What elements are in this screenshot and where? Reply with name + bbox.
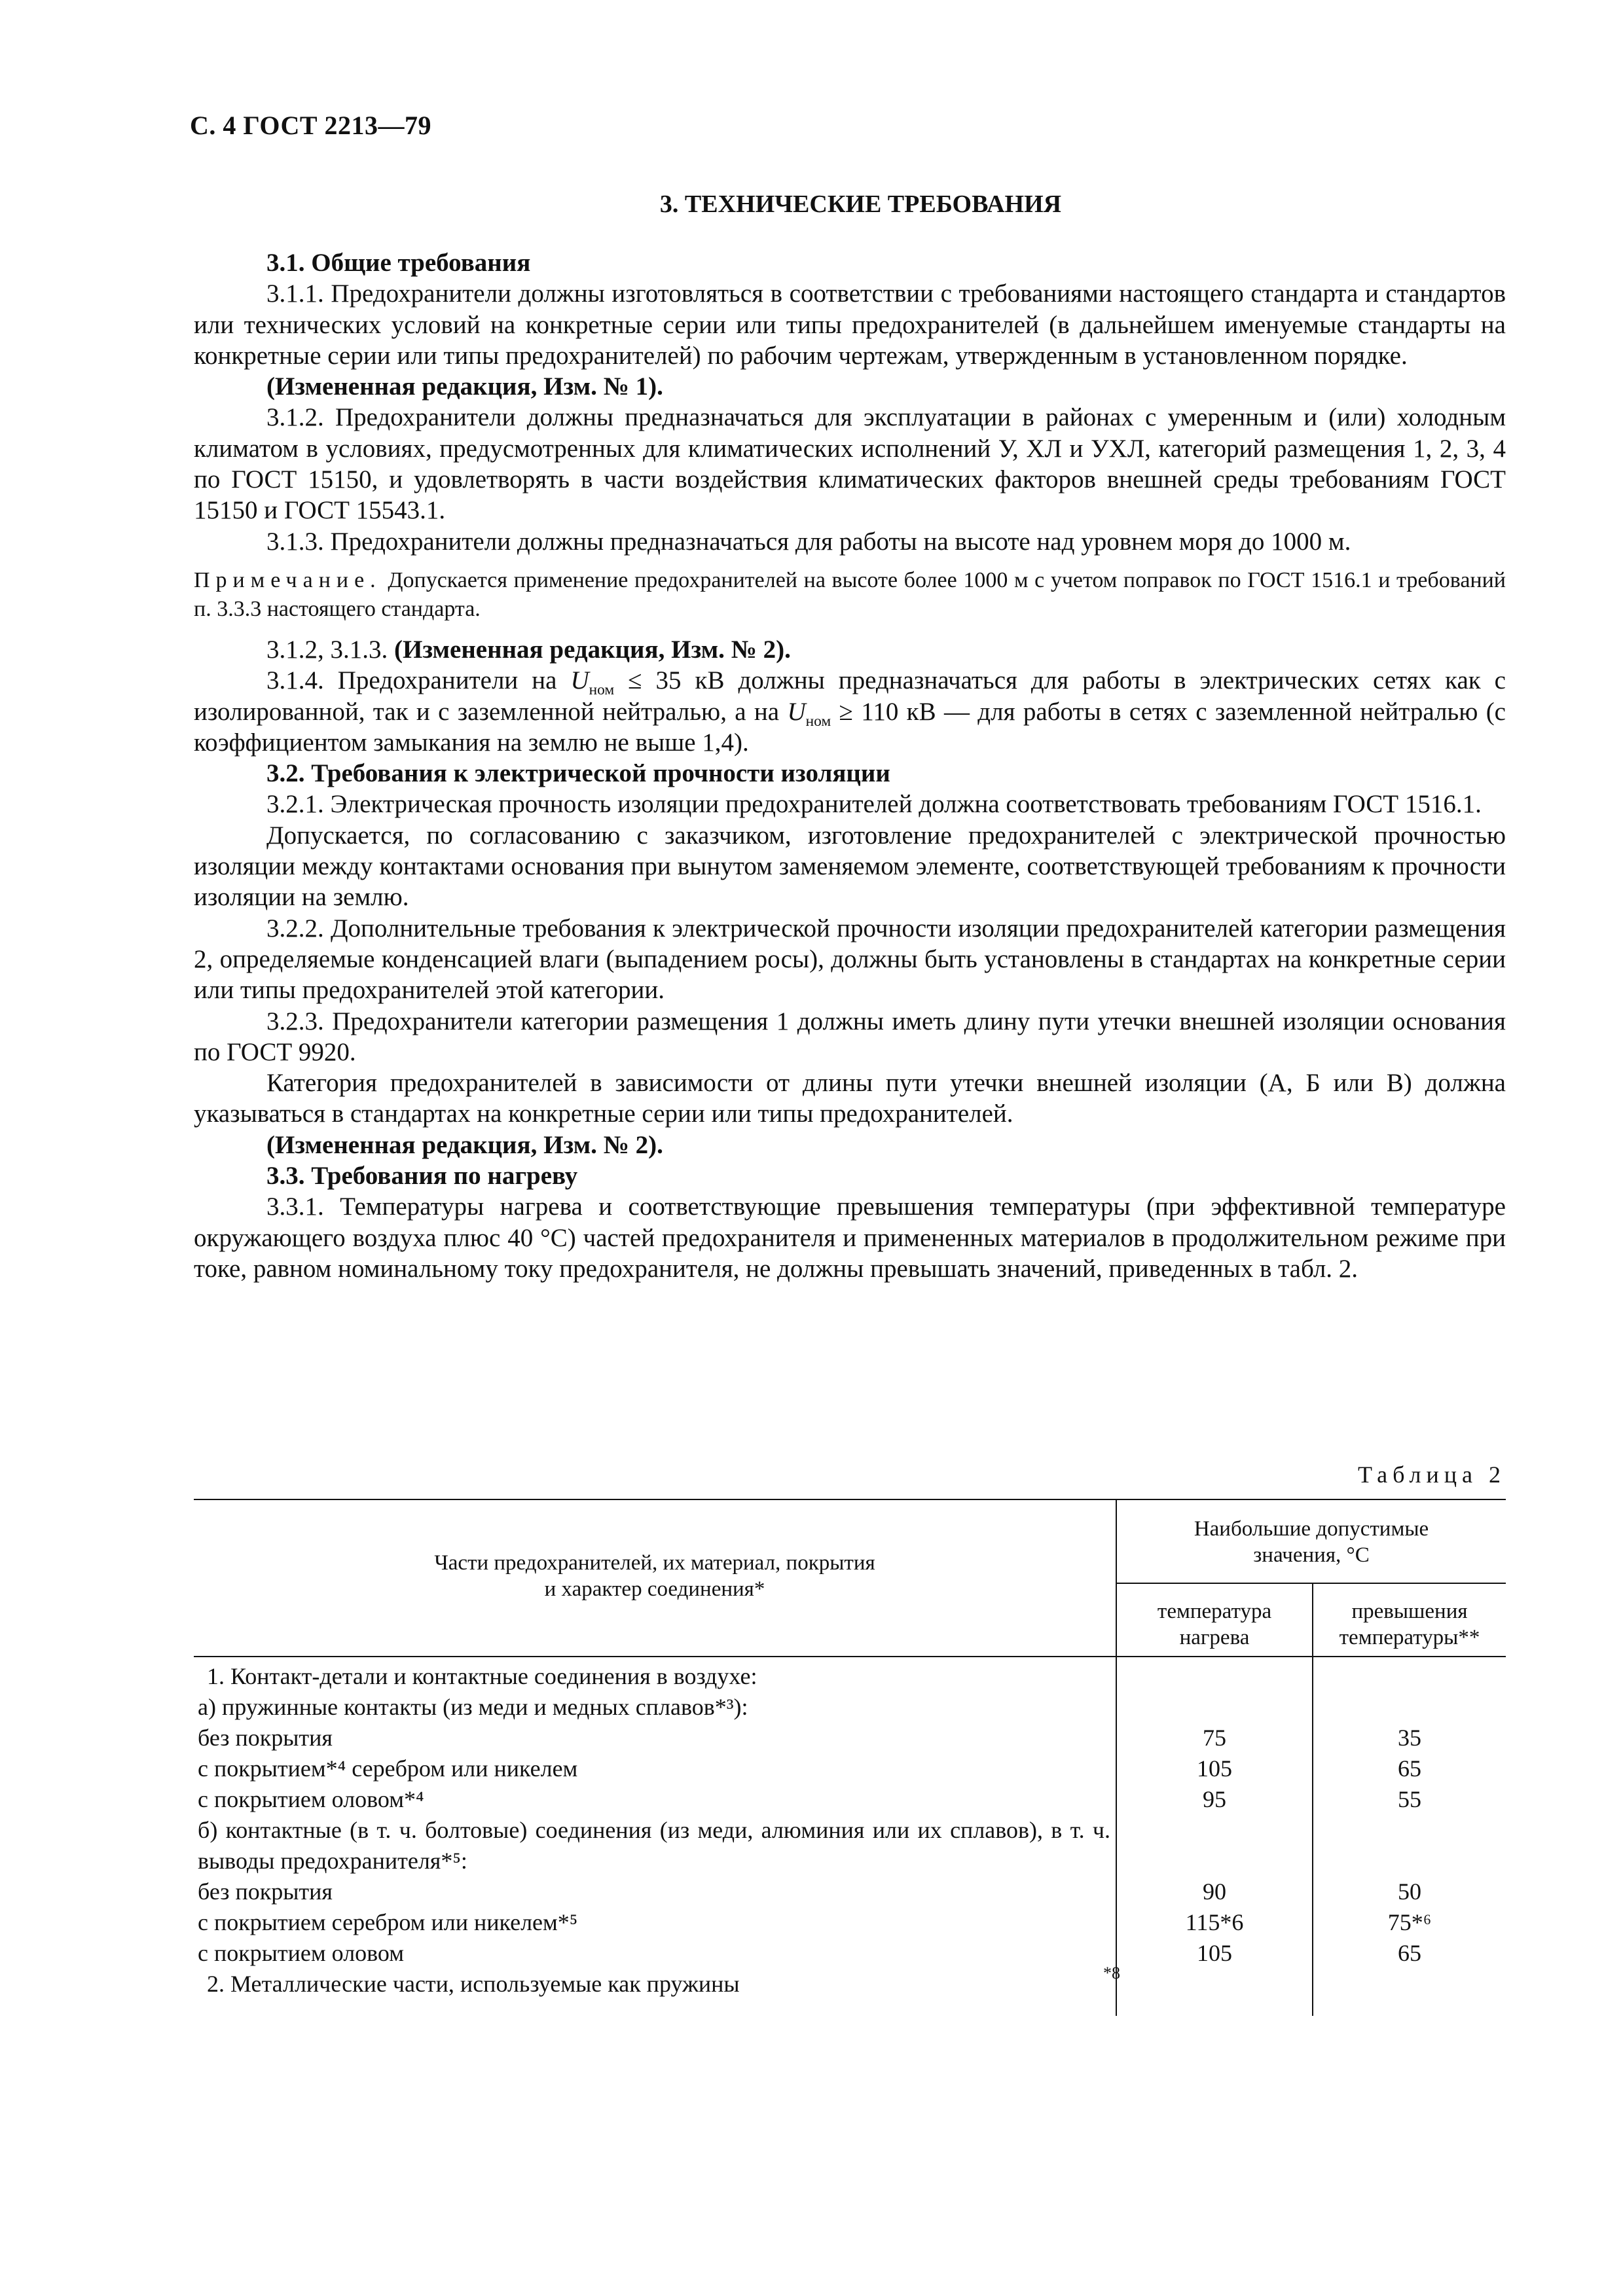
row-label: без покрытия [198, 1878, 333, 1905]
paragraph-3-1-3: 3.1.3. Предохранители должны предназначаться для работы на высоте над уровнем моря до 1000 м. [266, 527, 1351, 556]
table-row [194, 1692, 1506, 1723]
column-header-temperature-line1: температура [1157, 1600, 1272, 1623]
amendment-text: (Измененная редакция, Изм. № 2). [394, 635, 791, 664]
document-body [194, 247, 1506, 1284]
row-label: а) пружинные контакты (из меди и медных сплавов*³): [198, 1694, 748, 1720]
row-temperature: 105 [1197, 1940, 1232, 1966]
amendment-ref: 3.1.2, 3.1.3. [266, 635, 394, 664]
p314-part-b: ≤ 35 кВ должны предназначаться для работы в электрических сетях как с изолированной, так и с заземленной нейтралью, а на [194, 666, 1506, 726]
row-label: с покрытием оловом [198, 1940, 405, 1966]
column-group-header [1117, 1516, 1506, 1568]
heading-3-2: 3.2. Требования к электрической прочности изоляции [266, 759, 890, 788]
paragraph-3-1-1: 3.1.1. Предохранители должны изготовляться в соответствии с требованиями настоящего стандарта и стандартов или технических условий на конкретные серии или типы предохранителей (в дальнейшем именуемые стандарты на конкретные серии или типы предохранителей) по рабочим чертежам, утвержденным в установленном порядке. [194, 279, 1506, 370]
row-label: 2. Металлические части, используемые как пружины [207, 1971, 740, 1997]
row-excess: 50 [1398, 1878, 1421, 1905]
paragraph-3-1-4 [194, 665, 1506, 758]
note-label: Примечание. [194, 567, 382, 592]
column-group-header-line2: значения, °С [1253, 1543, 1370, 1567]
row-label: с покрытием серебром или никелем*⁵ [198, 1909, 578, 1935]
row-excess: 65 [1398, 1940, 1421, 1966]
footnote-mark-8: *8 [1103, 1964, 1120, 1982]
column-header-parts [194, 1550, 1116, 1602]
table-header-bottom-border [194, 1656, 1506, 1657]
paragraph-3-1-2: 3.1.2. Предохранители должны предназначаться для эксплуатации в районах с умеренным и (или) холодным климатом в условиях, предусмотренных для климатических исполнений У, ХЛ и УХЛ, категорий размещения 1, 2, 3, 4 по ГОСТ 15150, и удовлетворять в части воздействия климатических факторов внешней среды требованиям ГОСТ 15150 и ГОСТ 15543.1. [194, 403, 1506, 525]
table-row [194, 1815, 1506, 1876]
table-row [194, 1661, 1506, 1692]
nom-subscript: ном [589, 681, 615, 699]
table-row [194, 1753, 1506, 1784]
amendment-note-2b: (Измененная редакция, Изм. № 2). [266, 1130, 663, 1159]
note [194, 566, 1506, 624]
note-text: Допускается применение предохранителей на высоте более 1000 м с учетом поправок по ГОСТ 1516.1 и требований п. 3.3.3 настоящего стандарта. [194, 567, 1506, 621]
column-group-header-line1: Наибольшие допустимые [1194, 1517, 1429, 1541]
table-row [194, 1723, 1506, 1753]
amendment-note-1: (Измененная редакция, Изм. № 1). [266, 372, 663, 401]
row-label: с покрытием оловом*⁴ [198, 1786, 424, 1812]
table-row [194, 1876, 1506, 1907]
page-header: С. 4 ГОСТ 2213—79 [190, 111, 432, 140]
row-temperature: 90 [1203, 1878, 1226, 1905]
table-group-divider [1117, 1583, 1506, 1584]
paragraph-3-2-3b: Категория предохранителей в зависимости от длины пути утечки внешней изоляции (А, Б или В) должна указываться в стандартах на конкретные серии или типы предохранителей. [194, 1069, 1506, 1128]
table-top-border [194, 1499, 1506, 1500]
paragraph-3-3-1: 3.3.1. Температуры нагрева и соответствующие превышения температуры (при эффективной температуре окружающего воздуха плюс 40 °С) частей предохранителя и примененных материалов в продолжительном режиме при токе, равном номинальному току предохранителя, не должны превышать значений, приведенных в табл. 2. [194, 1193, 1506, 1283]
table-row [194, 1784, 1506, 1815]
row-excess: 55 [1398, 1786, 1421, 1812]
heading-3-3: 3.3. Требования по нагреву [266, 1162, 578, 1191]
u-symbol: U [570, 666, 589, 695]
row-excess: 35 [1398, 1725, 1421, 1751]
row-temperature: 95 [1203, 1786, 1226, 1812]
row-label: б) контактные (в т. ч. болтовые) соединения (из меди, алюминия или их сплавов), в т. ч. выводы предохранителя*⁵: [198, 1817, 1110, 1874]
column-header-temperature [1117, 1598, 1312, 1651]
heading-3-1: 3.1. Общие требования [266, 249, 531, 277]
table-body [194, 1661, 1506, 2000]
paragraph-3-2-1: 3.2.1. Электрическая прочность изоляции предохранителей должна соответствовать требованиям ГОСТ 1516.1. [266, 790, 1482, 819]
column-header-excess-line1: превышения [1351, 1600, 1468, 1623]
u-symbol-2: U [787, 697, 806, 726]
table-caption: Таблица 2 [1358, 1462, 1506, 1488]
column-header-parts-line1: Части предохранителей, их материал, покрытия [434, 1551, 875, 1575]
p314-part-c: ≥ 110 кВ — для работы в сетях с заземленной нейтралью (с коэффициентом замыкания на землю не выше 1,4). [194, 697, 1506, 757]
column-header-temperature-line2: нагрева [1179, 1626, 1250, 1649]
paragraph-3-2-2: 3.2.2. Дополнительные требования к электрической прочности изоляции предохранителей категории размещения 2, определяемые конденсацией влаги (выпадением росы), должны быть установлены в стандартах на конкретные серии или типы предохранителей этой категории. [194, 914, 1506, 1005]
row-temperature: 115*6 [1185, 1909, 1244, 1935]
row-label: без покрытия [198, 1725, 333, 1751]
row-excess: 75*⁶ [1387, 1909, 1432, 1935]
column-header-parts-line2: и характер соединения* [544, 1577, 765, 1601]
column-header-excess [1313, 1598, 1506, 1651]
row-excess: 65 [1398, 1755, 1421, 1782]
paragraph-3-2-3: 3.2.3. Предохранители категории размещения 1 должны иметь длину пути утечки внешней изоляции основания по ГОСТ 9920. [194, 1007, 1506, 1066]
table-2 [194, 1499, 1506, 2016]
column-header-excess-line2: температуры** [1339, 1626, 1480, 1649]
table-row [194, 1969, 1506, 2000]
row-label: с покрытием*⁴ серебром или никелем [198, 1755, 578, 1782]
table-row [194, 1938, 1506, 1969]
section-title: 3. ТЕХНИЧЕСКИЕ ТРЕБОВАНИЯ [659, 190, 1062, 218]
row-temperature: 75 [1203, 1725, 1226, 1751]
row-temperature: 105 [1197, 1755, 1232, 1782]
row-label: 1. Контакт-детали и контактные соединения в воздухе: [207, 1663, 757, 1689]
nom-subscript-2: ном [805, 712, 831, 730]
p314-part-a: 3.1.4. Предохранители на [266, 666, 571, 695]
amendment-note-2a [194, 634, 1506, 665]
table-row [194, 1907, 1506, 1938]
paragraph-3-2-1b: Допускается, по согласованию с заказчиком, изготовление предохранителей с электрической прочностью изоляции между контактами основания при вынутом заменяемом элементе, соответствующей требованиям к прочности изоляции на землю. [194, 821, 1506, 912]
